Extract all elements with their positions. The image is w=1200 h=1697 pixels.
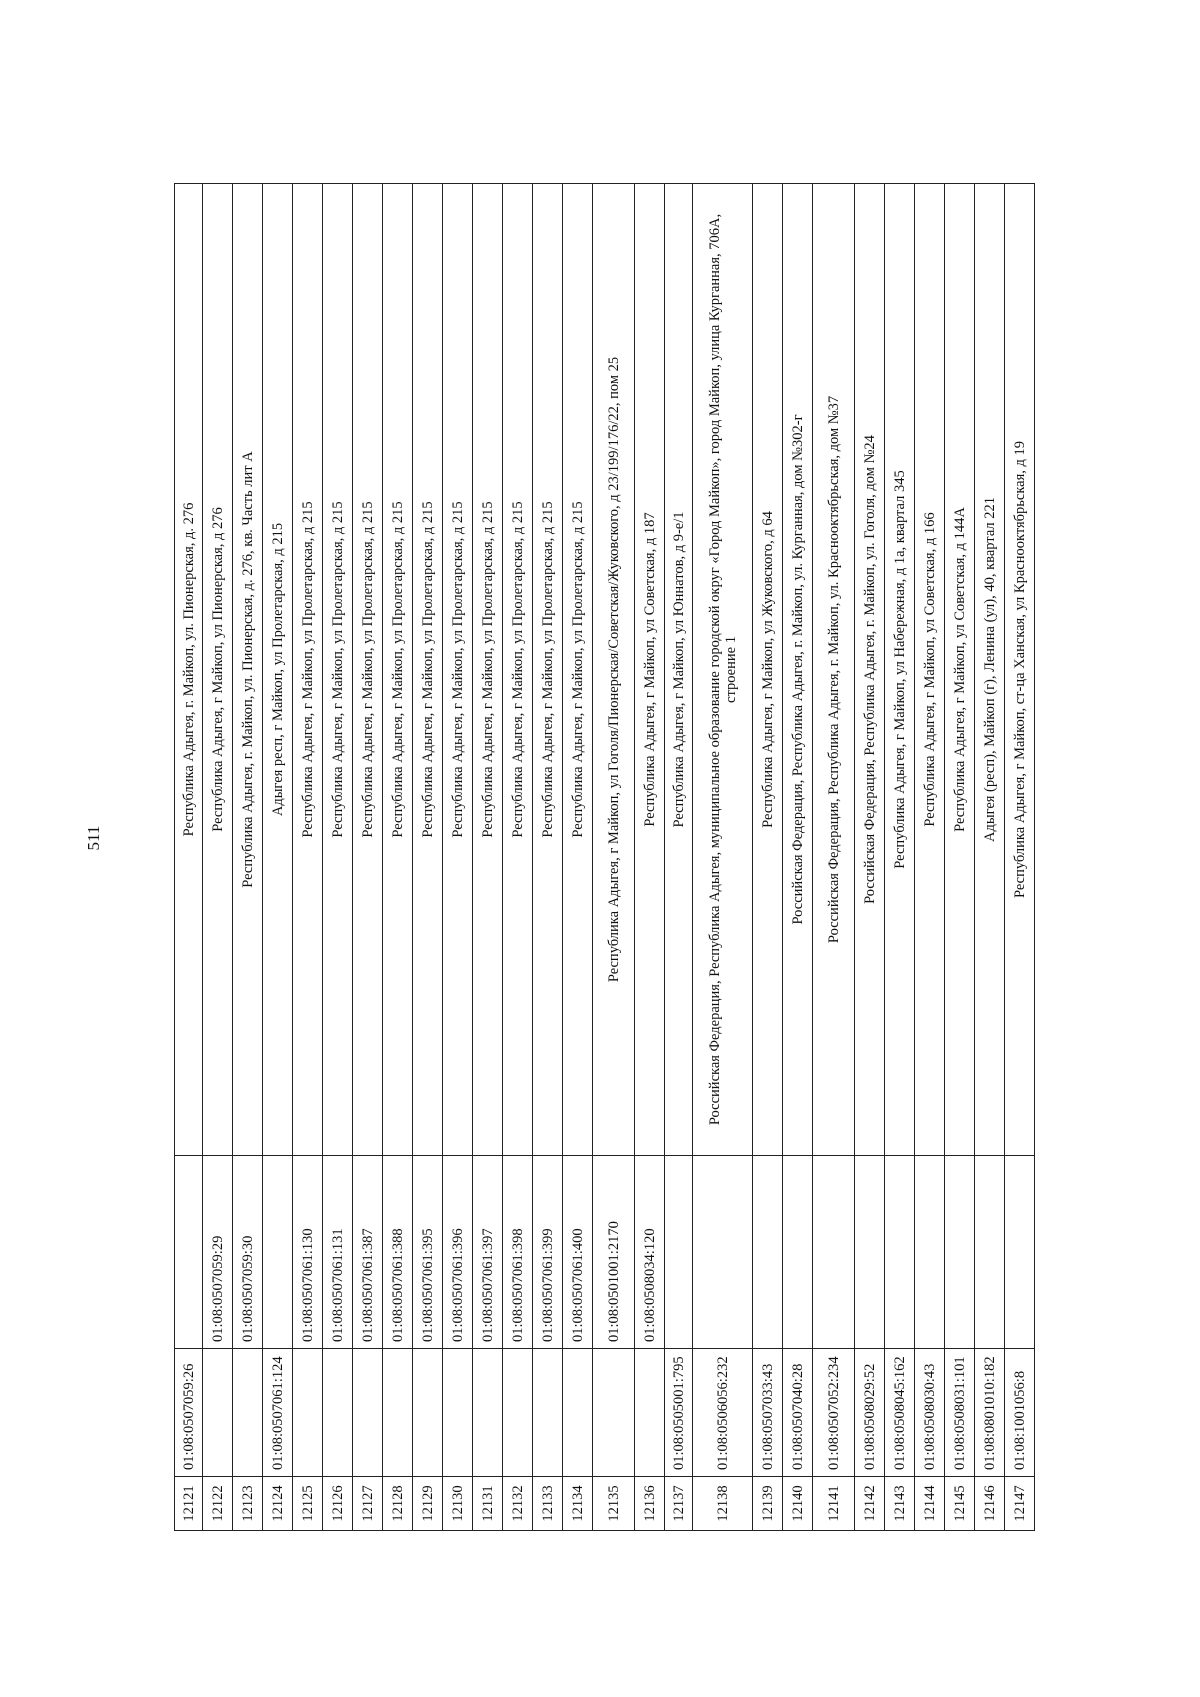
cadastral-number-secondary: 01:08:0508034:120 [635,1156,665,1349]
cadastral-number: 01:08:0508031:101 [945,1349,975,1477]
table-row [503,184,533,1531]
cadastral-number-secondary: 01:08:0507059:30 [233,1156,263,1349]
cadastral-number-secondary [855,1156,885,1349]
table-row [945,184,975,1531]
address: Республика Адыгея, г Майкоп, ул Советская, д 144А [945,184,975,1156]
cadastral-number: 01:08:0507061:124 [263,1349,293,1477]
cadastral-number [563,1349,593,1477]
register-table [174,183,1035,1531]
cadastral-number: 01:08:0508029:52 [855,1349,885,1477]
table-row [263,184,293,1531]
row-number: 12121 [175,1477,203,1531]
cadastral-number-secondary: 01:08:0507061:396 [443,1156,473,1349]
address: Республика Адыгея, г. Майкоп, ул. Пионерская, д. 276 [175,184,203,1156]
cadastral-number-secondary [975,1156,1005,1349]
row-number: 12138 [693,1477,753,1531]
address: Республика Адыгея, г Майкоп, ул Пролетарская, д 215 [473,184,503,1156]
row-number: 12129 [413,1477,443,1531]
table-row [753,184,783,1531]
table-row [855,184,885,1531]
table-row [413,184,443,1531]
table-row [665,184,693,1531]
address: Республика Адыгея, г Майкоп, ул Пролетарская, д 215 [443,184,473,1156]
row-number: 12146 [975,1477,1005,1531]
row-number: 12126 [323,1477,353,1531]
table-row [915,184,945,1531]
cadastral-number-secondary: 01:08:0507061:130 [293,1156,323,1349]
cadastral-number-secondary: 01:08:0507061:388 [383,1156,413,1349]
table-row [175,184,203,1531]
table-row [593,184,635,1531]
cadastral-number-secondary: 01:08:0501001:2170 [593,1156,635,1349]
address: Республика Адыгея, г Майкоп, ул Жуковского, д 64 [753,184,783,1156]
address: Республика Адыгея, г Майкоп, ул Пролетарская, д 215 [383,184,413,1156]
register-table-body [175,184,1035,1531]
cadastral-number-secondary: 01:08:0507061:397 [473,1156,503,1349]
row-number: 12127 [353,1477,383,1531]
address: Республика Адыгея, г Майкоп, ул Советская, д 187 [635,184,665,1156]
cadastral-number-secondary [1005,1156,1035,1349]
address: Российская Федерация, Республика Адыгея, муниципальное образование городской округ «Город Майкоп», город Майкоп, улица Курганная, 706А, строение 1 [693,184,753,1156]
row-number: 12144 [915,1477,945,1531]
cadastral-number-secondary [945,1156,975,1349]
cadastral-number [353,1349,383,1477]
row-number: 12128 [383,1477,413,1531]
register-table-rotated [174,184,1111,1531]
address: Республика Адыгея, г Майкоп, ул Пролетарская, д 215 [533,184,563,1156]
cadastral-number: 01:08:0507033:43 [753,1349,783,1477]
cadastral-number-secondary [693,1156,753,1349]
cadastral-number-secondary [915,1156,945,1349]
row-number: 12124 [263,1477,293,1531]
row-number: 12123 [233,1477,263,1531]
row-number: 12142 [855,1477,885,1531]
table-row [293,184,323,1531]
cadastral-number-secondary [263,1156,293,1349]
address: Республика Адыгея, г Майкоп, ул Набережная, д 1а, квартал 345 [885,184,915,1156]
row-number: 12134 [563,1477,593,1531]
cadastral-number: 01:08:0506056:232 [693,1349,753,1477]
cadastral-number-secondary [813,1156,855,1349]
cadastral-number [413,1349,443,1477]
address: Республика Адыгея, г Майкоп, ул Пролетарская, д 215 [503,184,533,1156]
address: Российская Федерация, Республика Адыгея, г. Майкоп, ул. Гоголя, дом №24 [855,184,885,1156]
cadastral-number [203,1349,233,1477]
row-number: 12133 [533,1477,563,1531]
cadastral-number-secondary: 01:08:0507059:29 [203,1156,233,1349]
cadastral-number-secondary [753,1156,783,1349]
table-row [885,184,915,1531]
cadastral-number-secondary: 01:08:0507061:398 [503,1156,533,1349]
address: Республика Адыгея, г Майкоп, ул Пролетарская, д 215 [353,184,383,1156]
cadastral-number [503,1349,533,1477]
cadastral-number: 01:08:0801010:182 [975,1349,1005,1477]
page-number: 511 [84,825,103,851]
cadastral-number-secondary: 01:08:0507061:399 [533,1156,563,1349]
cadastral-number-secondary [175,1156,203,1349]
address: Адыгея (респ), Майкоп (г), Ленина (ул), 40, квартал 221 [975,184,1005,1156]
row-number: 12147 [1005,1477,1035,1531]
table-row [635,184,665,1531]
row-number: 12122 [203,1477,233,1531]
cadastral-number: 01:08:0507040:28 [783,1349,813,1477]
row-number: 12145 [945,1477,975,1531]
row-number: 12137 [665,1477,693,1531]
cadastral-number: 01:08:0505001:795 [665,1349,693,1477]
cadastral-number [635,1349,665,1477]
cadastral-number: 01:08:1001056:8 [1005,1349,1035,1477]
row-number: 12131 [473,1477,503,1531]
cadastral-number [293,1349,323,1477]
cadastral-number: 01:08:0507059:26 [175,1349,203,1477]
table-row [813,184,855,1531]
cadastral-number [593,1349,635,1477]
address: Республика Адыгея, г Майкоп, ул Пролетарская, д 215 [413,184,443,1156]
address: Республика Адыгея, г Майкоп, ул Пролетарская, д 215 [323,184,353,1156]
table-row [443,184,473,1531]
address: Российская Федерация, Республика Адыгея, г. Майкоп, ул. Краснооктябрьская, дом №37 [813,184,855,1156]
table-row [975,184,1005,1531]
table-row [233,184,263,1531]
address: Республика Адыгея, г Майкоп, ул Юннатов, д 9-е/1 [665,184,693,1156]
cadastral-number-secondary: 01:08:0507061:131 [323,1156,353,1349]
address: Адыгея респ, г Майкоп, ул Пролетарская, д 215 [263,184,293,1156]
table-row [1005,184,1035,1531]
table-row [323,184,353,1531]
table-row [383,184,413,1531]
row-number: 12132 [503,1477,533,1531]
address: Российская Федерация, Республика Адыгея, г. Майкоп, ул. Курганная, дом №302-г [783,184,813,1156]
cadastral-number-secondary [885,1156,915,1349]
cadastral-number: 01:08:0508030:43 [915,1349,945,1477]
table-row [353,184,383,1531]
cadastral-number-secondary: 01:08:0507061:400 [563,1156,593,1349]
table-row [693,184,753,1531]
address: Республика Адыгея, г Майкоп, ул Советская, д 166 [915,184,945,1156]
address: Республика Адыгея, г Майкоп, ул Пролетарская, д 215 [563,184,593,1156]
table-row [533,184,563,1531]
row-number: 12136 [635,1477,665,1531]
row-number: 12140 [783,1477,813,1531]
table-row [563,184,593,1531]
cadastral-number [323,1349,353,1477]
cadastral-number [443,1349,473,1477]
address: Республика Адыгея, г Майкоп, ст-ца Ханская, ул Краснооктябрьская, д 19 [1005,184,1035,1156]
row-number: 12139 [753,1477,783,1531]
cadastral-number [473,1349,503,1477]
cadastral-number-secondary: 01:08:0507061:387 [353,1156,383,1349]
row-number: 12143 [885,1477,915,1531]
cadastral-number [233,1349,263,1477]
cadastral-number-secondary [665,1156,693,1349]
address: Республика Адыгея, г Майкоп, ул Пионерская, д 276 [203,184,233,1156]
row-number: 12141 [813,1477,855,1531]
table-row [783,184,813,1531]
cadastral-number-secondary: 01:08:0507061:395 [413,1156,443,1349]
cadastral-number [533,1349,563,1477]
table-row [473,184,503,1531]
cadastral-number: 01:08:0508045:162 [885,1349,915,1477]
cadastral-number [383,1349,413,1477]
row-number: 12135 [593,1477,635,1531]
address: Республика Адыгея, г. Майкоп, ул. Пионерская, д. 276, кв. Часть лит А [233,184,263,1156]
row-number: 12125 [293,1477,323,1531]
row-number: 12130 [443,1477,473,1531]
table-row [203,184,233,1531]
address: Республика Адыгея, г Майкоп, ул Гоголя/Пионерская/Советская/Жуковского, д 23/199/176/22, пом 25 [593,184,635,1156]
address: Республика Адыгея, г Майкоп, ул Пролетарская, д 215 [293,184,323,1156]
cadastral-number-secondary [783,1156,813,1349]
cadastral-number: 01:08:0507052:234 [813,1349,855,1477]
